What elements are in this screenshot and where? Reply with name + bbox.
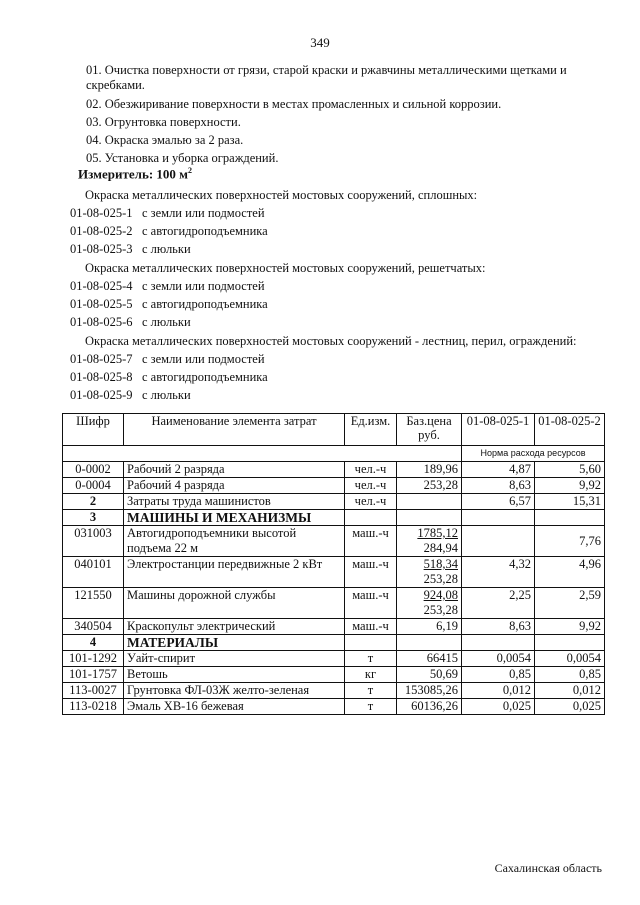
cell-empty: [397, 635, 462, 651]
step-3: 03. Огрунтовка поверхности.: [86, 115, 241, 129]
section-code: 4: [63, 635, 124, 651]
cell-code: 2: [63, 494, 124, 510]
item-text: с земли или подмостей: [142, 352, 265, 366]
cell-code: 121550: [63, 588, 124, 619]
step-1: 01. Очистка поверхности от грязи, старой краски и ржавчины металлическими щетками и скребками.: [86, 63, 567, 92]
cell-price: [397, 526, 462, 557]
footer-region: Сахалинская область: [494, 861, 602, 875]
header-col1: 01-08-025-1: [462, 414, 535, 446]
header-name: Наименование элемента затрат: [124, 414, 345, 446]
table-row: [63, 683, 605, 699]
cell-price: 253,28: [397, 478, 462, 494]
cell-v1: 4,87: [462, 462, 535, 478]
cell-v2: 2,59: [535, 588, 605, 619]
header-col2: 01-08-025-2: [535, 414, 605, 446]
item-code: 01-08-025-3: [70, 242, 133, 256]
item-code: 01-08-025-1: [70, 206, 133, 220]
price-wage: 284,94: [423, 541, 458, 555]
cell-v2: 9,92: [535, 619, 605, 635]
cell-price: 66415: [397, 651, 462, 667]
cell-v2: 9,92: [535, 478, 605, 494]
cell-unit: чел.-ч: [345, 494, 397, 510]
cell-name: Затраты труда машинистов: [124, 494, 345, 510]
section-code: 3: [63, 510, 124, 526]
cell-unit: маш.-ч: [345, 526, 397, 557]
cell-unit: т: [345, 699, 397, 715]
cell-v2: 0,012: [535, 683, 605, 699]
cell-v1: 4,32: [462, 557, 535, 588]
cell-v1: [462, 526, 535, 557]
cell-v1: 0,85: [462, 667, 535, 683]
cell-code: 040101: [63, 557, 124, 588]
cell-v1: 0,012: [462, 683, 535, 699]
table-row: [63, 667, 605, 683]
cell-code: 0-0002: [63, 462, 124, 478]
item-code: 01-08-025-7: [70, 352, 133, 366]
cell-code: 101-1292: [63, 651, 124, 667]
cell-v2: 15,31: [535, 494, 605, 510]
cell-v1: 0,025: [462, 699, 535, 715]
norm-caption-empty: [63, 446, 462, 462]
norm-caption: Норма расхода ресурсов: [462, 446, 605, 462]
cell-v2: 0,025: [535, 699, 605, 715]
cell-unit: маш.-ч: [345, 619, 397, 635]
cell-price: 50,69: [397, 667, 462, 683]
item-code: 01-08-025-6: [70, 315, 133, 329]
table-row: [63, 526, 605, 557]
item-text: с автогидроподъемника: [142, 370, 268, 384]
cell-v1: 8,63: [462, 478, 535, 494]
cell-code: 101-1757: [63, 667, 124, 683]
group-title-3: Окраска металлических поверхностей мостовых сооружений - лестниц, перил, ограждений:: [85, 334, 577, 348]
cell-name: Автогидроподъемники высотой подъема 22 м: [124, 526, 345, 557]
step-2: 02. Обезжиривание поверхности в местах промасленных и сильной коррозии.: [86, 97, 502, 111]
section-row: [63, 635, 605, 651]
cell-name: Рабочий 2 разряда: [124, 462, 345, 478]
cell-name: Рабочий 4 разряда: [124, 478, 345, 494]
table-row: [63, 699, 605, 715]
cell-v1: 6,57: [462, 494, 535, 510]
cell-code: 0-0004: [63, 478, 124, 494]
cell-v2: 0,85: [535, 667, 605, 683]
cell-price: [397, 588, 462, 619]
cell-price: [397, 494, 462, 510]
norm-caption-row: [63, 446, 605, 462]
cell-empty: [397, 510, 462, 526]
cell-v1: 0,0054: [462, 651, 535, 667]
cell-empty: [345, 510, 397, 526]
item-code: 01-08-025-2: [70, 224, 133, 238]
table-row: [63, 478, 605, 494]
cell-code: 340504: [63, 619, 124, 635]
cell-name: Эмаль ХВ-16 бежевая: [124, 699, 345, 715]
item-code: 01-08-025-9: [70, 388, 133, 402]
cell-code: 031003: [63, 526, 124, 557]
cell-unit: чел.-ч: [345, 462, 397, 478]
cell-price: 189,96: [397, 462, 462, 478]
cell-unit: кг: [345, 667, 397, 683]
item-text: с автогидроподъемника: [142, 224, 268, 238]
cell-name: Уайт-спирит: [124, 651, 345, 667]
item-text: с люльки: [142, 242, 191, 256]
cell-v1: 8,63: [462, 619, 535, 635]
table-row: [63, 619, 605, 635]
item-text: с земли или подмостей: [142, 279, 265, 293]
cell-unit: маш.-ч: [345, 588, 397, 619]
cell-name: Машины дорожной службы: [124, 588, 345, 619]
header-price: Баз.цена руб.: [397, 414, 462, 446]
group-title-2: Окраска металлических поверхностей мостовых сооружений, решетчатых:: [85, 261, 486, 275]
cell-price: [397, 557, 462, 588]
cell-code: 113-0027: [63, 683, 124, 699]
item-text: с автогидроподъемника: [142, 297, 268, 311]
item-text: с люльки: [142, 388, 191, 402]
cell-name: Грунтовка ФЛ-03Ж желто-зеленая: [124, 683, 345, 699]
cell-unit: т: [345, 683, 397, 699]
price-base: 924,08: [423, 588, 458, 602]
item-text: с люльки: [142, 315, 191, 329]
measure-unit: [78, 166, 192, 182]
price-wage: 253,28: [423, 603, 458, 617]
header-unit: Ед.изм.: [345, 414, 397, 446]
cell-v2: 5,60: [535, 462, 605, 478]
cell-price: 6,19: [397, 619, 462, 635]
item-code: 01-08-025-4: [70, 279, 133, 293]
table-row: [63, 494, 605, 510]
item-text: с земли или подмостей: [142, 206, 265, 220]
table-row: [63, 588, 605, 619]
cell-empty: [462, 510, 535, 526]
cell-v1: 2,25: [462, 588, 535, 619]
page-number: 349: [310, 35, 330, 50]
item-code: 01-08-025-5: [70, 297, 133, 311]
cell-unit: чел.-ч: [345, 478, 397, 494]
group-title-1: Окраска металлических поверхностей мостовых сооружений, сплошных:: [85, 188, 478, 202]
header-code: Шифр: [63, 414, 124, 446]
section-title: МАТЕРИАЛЫ: [124, 635, 345, 651]
cell-name: Электростанции передвижные 2 кВт: [124, 557, 345, 588]
price-base: 518,34: [423, 557, 458, 571]
cell-unit: т: [345, 651, 397, 667]
cell-v2: 4,96: [535, 557, 605, 588]
section-title: МАШИНЫ И МЕХАНИЗМЫ: [124, 510, 345, 526]
step-4: 04. Окраска эмалью за 2 раза.: [86, 133, 244, 147]
table-row: [63, 462, 605, 478]
step-5: 05. Установка и уборка ограждений.: [86, 151, 279, 165]
cell-unit: маш.-ч: [345, 557, 397, 588]
measure-label: Измеритель: 100 м: [78, 166, 189, 182]
measure-sup: 2: [188, 166, 193, 175]
cell-empty: [535, 510, 605, 526]
cell-name: Ветошь: [124, 667, 345, 683]
cell-price: 60136,26: [397, 699, 462, 715]
cell-v2: 7,76: [535, 526, 605, 557]
section-row: [63, 510, 605, 526]
table-row: [63, 651, 605, 667]
price-base: 1785,12: [417, 526, 458, 540]
cell-code: 113-0218: [63, 699, 124, 715]
table-row: [63, 557, 605, 588]
item-code: 01-08-025-8: [70, 370, 133, 384]
price-wage: 253,28: [423, 572, 458, 586]
cell-v2: 0,0054: [535, 651, 605, 667]
cell-name: Краскопульт электрический: [124, 619, 345, 635]
cell-empty: [462, 635, 535, 651]
resource-table: [62, 413, 605, 715]
cell-empty: [535, 635, 605, 651]
cell-empty: [345, 635, 397, 651]
table-header-row: [63, 414, 605, 446]
cell-price: 153085,26: [397, 683, 462, 699]
